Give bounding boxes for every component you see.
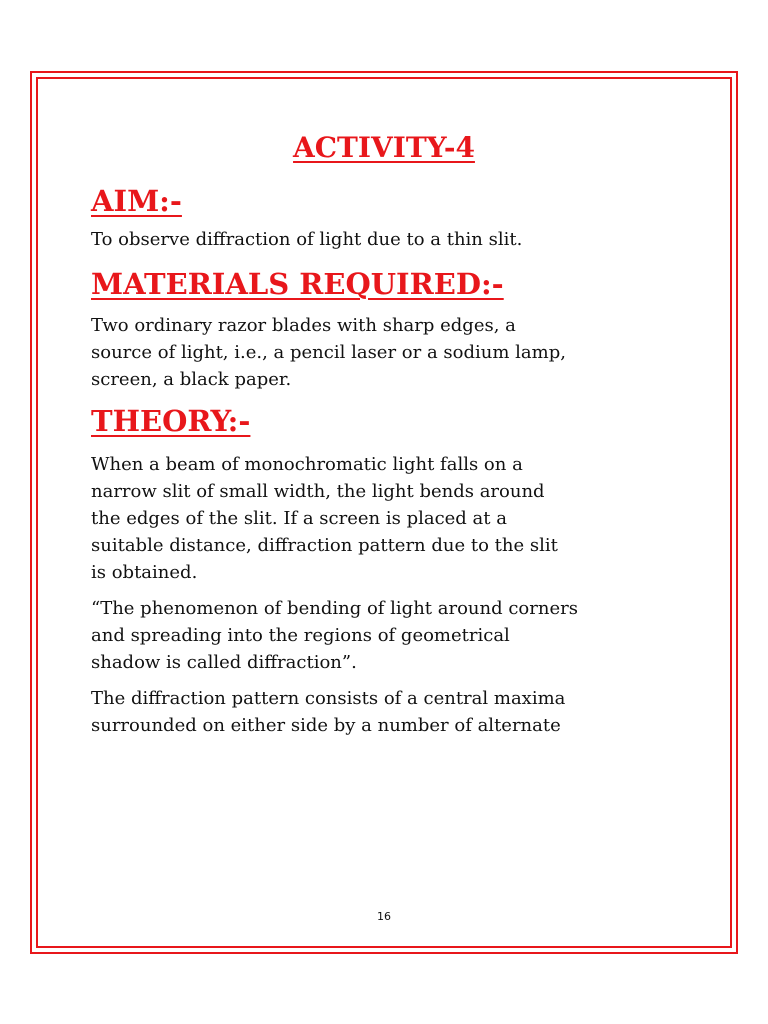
materials-line: source of light, i.e., a pencil laser or a sodium lamp,: [91, 342, 566, 363]
theory-heading: THEORY:-: [91, 404, 251, 438]
theory-line: When a beam of monochromatic light falls on a: [91, 454, 523, 475]
materials-heading: MATERIALS REQUIRED:-: [91, 267, 504, 301]
theory-line: and spreading into the regions of geometrical: [91, 625, 510, 646]
theory-line: The diffraction pattern consists of a central maxima: [91, 688, 566, 709]
activity-title: ACTIVITY-4: [293, 131, 475, 164]
aim-text: [91, 226, 691, 253]
aim-line: To observe diffraction of light due to a thin slit.: [91, 229, 523, 250]
theory-line: is obtained.: [91, 562, 198, 583]
page-number: 16: [377, 910, 391, 923]
theory-paragraph-2: [91, 595, 691, 676]
theory-paragraph-3: [91, 685, 691, 739]
materials-text: [91, 312, 691, 393]
theory-paragraph-1: [91, 451, 691, 586]
aim-heading: AIM:-: [91, 184, 182, 218]
materials-line: Two ordinary razor blades with sharp edges, a: [91, 315, 516, 336]
theory-line: shadow is called diffraction”.: [91, 652, 357, 673]
theory-line: the edges of the slit. If a screen is placed at a: [91, 508, 507, 529]
theory-line: “The phenomenon of bending of light around corners: [91, 598, 578, 619]
materials-line: screen, a black paper.: [91, 369, 292, 390]
theory-line: surrounded on either side by a number of alternate: [91, 715, 561, 736]
theory-line: suitable distance, diffraction pattern due to the slit: [91, 535, 558, 556]
theory-line: narrow slit of small width, the light bends around: [91, 481, 545, 502]
